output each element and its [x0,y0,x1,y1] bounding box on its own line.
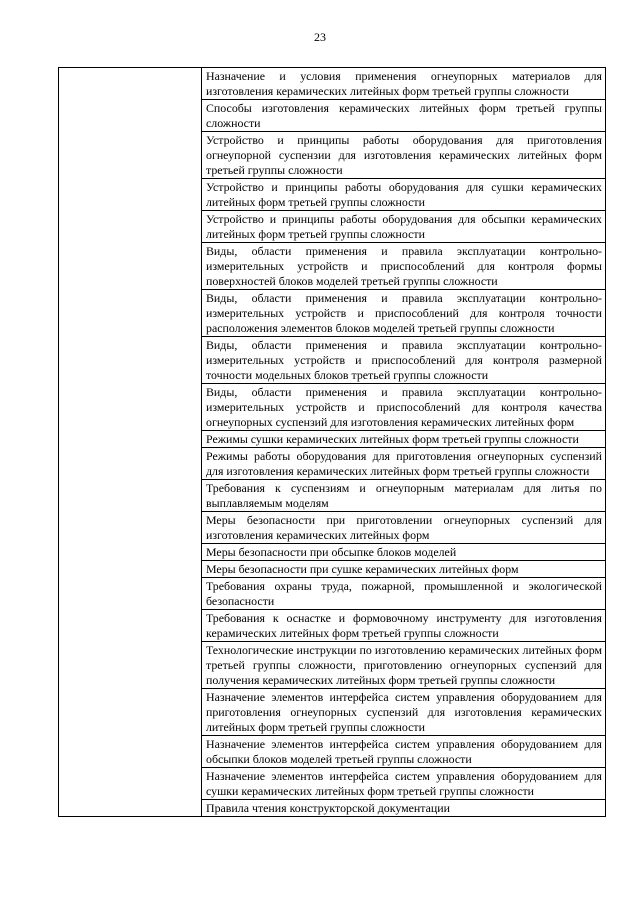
row-text: Способы изготовления керамических литейных форм третьей группы сложности [206,101,602,130]
content-cell [202,610,606,642]
row-text: Режимы работы оборудования для приготовления огнеупорных суспензий для изготовления керамических литейных форм третьей группы сложности [206,449,602,478]
content-cell [202,689,606,736]
content-cell [202,768,606,800]
content-cell [202,290,606,337]
label-cell [59,68,202,817]
content-cell [202,211,606,243]
content-cell [202,337,606,384]
row-text: Виды, области применения и правила эксплуатации контрольно-измерительных устройств и приспособлений для контроля точности расположения элементов блоков моделей третьей группы сложности [206,291,602,335]
content-cell [202,448,606,480]
content-cell [202,561,606,578]
row-text: Назначение элементов интерфейса систем управления оборудованием для приготовления огнеупорных суспензий для изготовления керамических литейных форм третьей группы сложности [206,690,602,734]
content-cell [202,800,606,817]
row-text: Технологические инструкции по изготовлению керамических литейных форм третьей группы сложности, приготовлению огнеупорных суспензий для получения керамических литейных форм третьей группы сложности [206,643,602,687]
row-text: Меры безопасности при обсыпке блоков моделей [206,545,457,559]
table-row [59,68,606,100]
content-cell [202,736,606,768]
knowledge-table-body [59,68,606,817]
content-cell [202,578,606,610]
content-cell [202,384,606,431]
row-text: Устройство и принципы работы оборудования для обсыпки керамических литейных форм третьей группы сложности [206,212,602,241]
content-cell [202,544,606,561]
page-number: 23 [314,30,326,44]
content-cell [202,512,606,544]
content-cell [202,480,606,512]
content-cell [202,68,606,100]
content-cell [202,100,606,132]
row-text: Назначение и условия применения огнеупорных материалов для изготовления керамических литейных форм третьей группы сложности [206,69,602,98]
row-text: Правила чтения конструкторской документации [206,801,450,815]
row-text: Виды, области применения и правила эксплуатации контрольно-измерительных устройств и приспособлений для контроля качества огнеупорных суспензий для изготовления керамических литейных форм [206,385,602,429]
row-text: Виды, области применения и правила эксплуатации контрольно-измерительных устройств и приспособлений для контроля размерной точности модельных блоков третьей группы сложности [206,338,602,382]
row-text: Назначение элементов интерфейса систем управления оборудованием для обсыпки блоков моделей третьей группы сложности [206,737,602,766]
row-text: Требования охраны труда, пожарной, промышленной и экологической безопасности [206,579,602,608]
knowledge-table [58,67,606,817]
row-text: Требования к суспензиям и огнеупорным материалам для литья по выплавляемым моделям [206,481,602,510]
row-text: Требования к оснастке и формовочному инструменту для изготовления керамических литейных форм третьей группы сложности [206,611,602,640]
content-cell [202,132,606,179]
row-text: Режимы сушки керамических литейных форм третьей группы сложности [206,432,579,446]
content-cell [202,243,606,290]
row-text: Устройство и принципы работы оборудования для приготовления огнеупорной суспензии для изготовления керамических литейных форм третьей группы сложности [206,133,602,177]
content-cell [202,179,606,211]
content-cell [202,642,606,689]
row-text: Виды, области применения и правила эксплуатации контрольно-измерительных устройств и приспособлений для контроля формы поверхностей блоков моделей третьей группы сложности [206,244,602,288]
row-text: Меры безопасности при сушке керамических литейных форм [206,562,519,576]
row-text: Меры безопасности при приготовлении огнеупорных суспензий для изготовления керамических литейных форм [206,513,602,542]
row-text: Назначение элементов интерфейса систем управления оборудованием для сушки керамических литейных форм третьей группы сложности [206,769,602,798]
content-cell [202,431,606,448]
row-text: Устройство и принципы работы оборудования для сушки керамических литейных форм третьей группы сложности [206,180,602,209]
